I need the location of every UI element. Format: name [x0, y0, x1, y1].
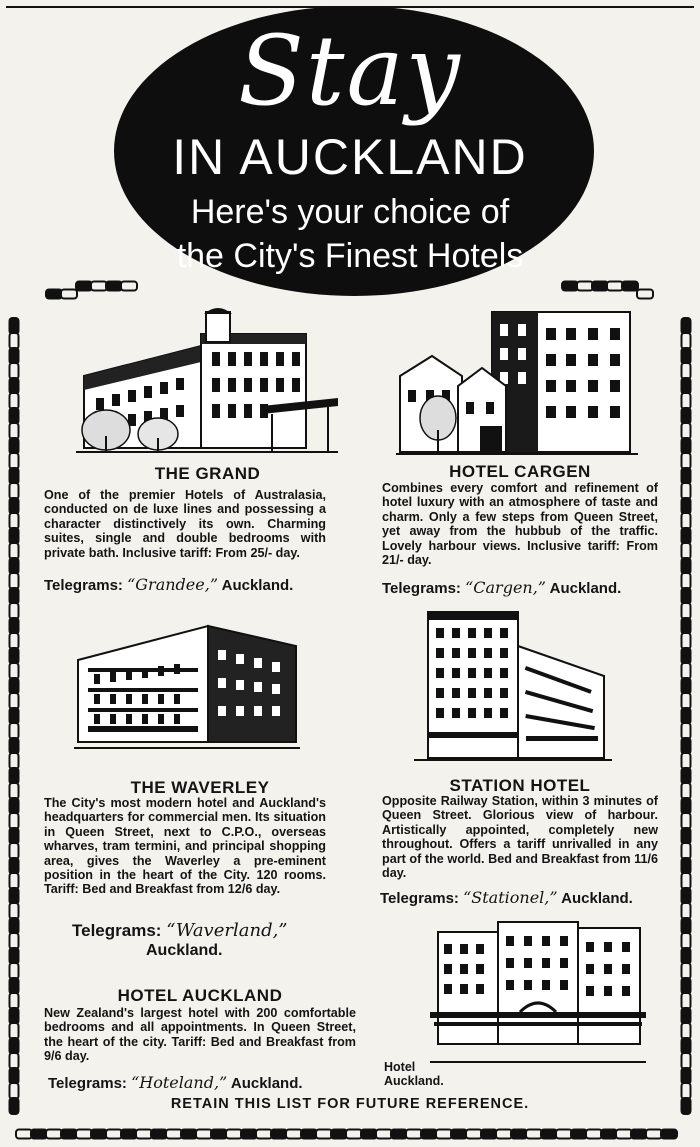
chain-link: [10, 618, 19, 634]
chain-link: [376, 1130, 392, 1139]
chain-link: [10, 888, 19, 904]
waverley-telegram-prefix: Telegrams:: [72, 921, 162, 940]
chain-link: [526, 1130, 542, 1139]
hotel-auckland-illustration: [430, 916, 646, 1068]
chain-link: [622, 282, 638, 291]
station-hotel-illustration: [414, 606, 612, 766]
chain-link: [256, 1130, 272, 1139]
cargen-hotel-illustration: [396, 306, 638, 458]
grand-name: THE GRAND: [154, 464, 261, 483]
auckland-telegram-prefix: Telegrams:: [48, 1075, 127, 1092]
chain-link: [10, 408, 19, 424]
chain-link: [682, 333, 691, 349]
chain-link: [46, 290, 62, 299]
chain-link: [10, 378, 19, 394]
chain-link: [682, 663, 691, 679]
cargen-telegrams: [382, 579, 621, 598]
grand-telegrams: [44, 576, 293, 595]
chain-link: [346, 1130, 362, 1139]
chain-link: [682, 633, 691, 649]
chain-link: [61, 1130, 77, 1139]
stay-heading: Stay: [238, 15, 462, 127]
chain-link: [10, 708, 19, 724]
chain-link: [646, 1130, 662, 1139]
chain-link: [10, 933, 19, 949]
chain-link: [577, 282, 593, 291]
chain-link: [682, 843, 691, 859]
chain-link: [682, 483, 691, 499]
chain-link: [10, 438, 19, 454]
chain-link: [271, 1130, 287, 1139]
chain-link: [616, 1130, 632, 1139]
chain-link: [682, 393, 691, 409]
chain-link: [10, 738, 19, 754]
chain-link: [682, 423, 691, 439]
chain-link: [91, 282, 107, 291]
grand-hotel-illustration: [76, 306, 338, 458]
chain-link: [682, 438, 691, 454]
chain-link: [682, 1038, 691, 1054]
chain-link: [682, 378, 691, 394]
auckland-name: HOTEL AUCKLAND: [117, 986, 283, 1005]
grand-telegram-name: “Grandee,”: [127, 575, 218, 594]
chain-link: [496, 1130, 512, 1139]
chain-link: [10, 558, 19, 574]
chain-link: [682, 453, 691, 469]
grand-telegram-prefix: Telegrams:: [44, 577, 123, 594]
chain-link: [682, 723, 691, 739]
station-telegrams: [380, 889, 633, 908]
chain-link: [10, 978, 19, 994]
chain-link: [562, 282, 578, 291]
chain-link: [10, 753, 19, 769]
chain-link: [10, 603, 19, 619]
retain-notice: RETAIN THIS LIST FOR FUTURE REFERENCE.: [170, 1096, 530, 1112]
chain-link: [76, 282, 92, 291]
chain-link: [121, 282, 137, 291]
subtitle-line-1: Here's your choice of: [190, 193, 510, 231]
chain-link: [106, 1130, 122, 1139]
chain-link: [301, 1130, 317, 1139]
chain-link: [31, 1130, 47, 1139]
chain-link: [541, 1130, 557, 1139]
chain-link: [682, 573, 691, 589]
auckland-telegrams: [48, 1074, 303, 1093]
chain-link: [682, 318, 691, 334]
chain-link: [682, 1068, 691, 1084]
station-telegram-name: “Stationel,”: [463, 888, 558, 907]
hotel-auckland-caption: [384, 1060, 444, 1088]
chain-link: [331, 1130, 347, 1139]
chain-link: [166, 1130, 182, 1139]
grand-telegram-city: Auckland.: [221, 577, 294, 594]
chain-link: [682, 963, 691, 979]
waverley-telegrams: [72, 922, 288, 940]
chain-link: [286, 1130, 302, 1139]
chain-link: [10, 798, 19, 814]
chain-link: [10, 318, 19, 334]
chain-link: [10, 963, 19, 979]
chain-link: [10, 363, 19, 379]
chain-link: [661, 1130, 677, 1139]
chain-link: [10, 468, 19, 484]
chain-link: [421, 1130, 437, 1139]
chain-link: [586, 1130, 602, 1139]
chain-link: [10, 1068, 19, 1084]
chain-link: [226, 1130, 242, 1139]
chain-link: [10, 483, 19, 499]
chain-link: [10, 1023, 19, 1039]
auckland-description: New Zealand's largest hotel with 200 comfortable bedrooms and all appointments. In Queen Street, the heart of the city. Tariff: Bed and Breakfast from 9/6 day.: [44, 1006, 356, 1064]
chain-link: [10, 633, 19, 649]
waverley-hotel-illustration: [74, 620, 300, 754]
chain-link: [682, 873, 691, 889]
chain-link: [10, 873, 19, 889]
chain-link: [10, 543, 19, 559]
chain-link: [10, 348, 19, 364]
auckland-telegram-city: Auckland.: [230, 1075, 303, 1092]
chain-link: [10, 528, 19, 544]
cargen-name: HOTEL CARGEN: [449, 462, 591, 481]
chain-link: [10, 723, 19, 739]
caption-line-1: Hotel: [384, 1060, 416, 1074]
chain-link: [682, 348, 691, 364]
subtitle-line-2: the City's Finest Hotels: [176, 237, 524, 275]
chain-link: [682, 363, 691, 379]
chain-link: [10, 498, 19, 514]
chain-link: [682, 603, 691, 619]
chain-link: [682, 1023, 691, 1039]
chain-link: [511, 1130, 527, 1139]
chain-link: [682, 588, 691, 604]
chain-link: [10, 768, 19, 784]
chain-link: [10, 813, 19, 829]
station-description: Opposite Railway Station, within 3 minutes of Queen Street. Glorious view of harbour. Artistically appointed, completely new throughout. Offers a tariff unrivalled in any part of the world. Bed and Breakfast from 11/6 day.: [382, 794, 658, 881]
chain-link: [682, 978, 691, 994]
chain-link: [466, 1130, 482, 1139]
chain-link: [682, 708, 691, 724]
chain-link: [10, 1008, 19, 1024]
chain-link: [361, 1130, 377, 1139]
chain-link: [241, 1130, 257, 1139]
chain-link: [10, 513, 19, 529]
chain-link: [10, 1053, 19, 1069]
chain-link: [10, 843, 19, 859]
cargen-description: Combines every comfort and refinement of hotel luxury with an atmosphere of taste and charm. Only a few steps from Queen Street, yet away from the hubbub of the traffic. Lovely harbour views. Inclusive tariff: From 21/- day.: [382, 481, 658, 568]
city-heading: IN AUCKLAND: [172, 129, 528, 185]
cargen-telegram-name: “Cargen,”: [465, 578, 546, 597]
chain-link: [10, 693, 19, 709]
chain-link: [10, 648, 19, 664]
chain-link: [436, 1130, 452, 1139]
chain-link: [682, 813, 691, 829]
waverley-description: The City's most modern hotel and Auckland's headquarters for commercial men. Its situation in Queen Street, next to C.P.O., overseas wharves, tram termini, and principal shopping area, gives the Waverley a pre-eminent position in the heart of the City. 120 rooms. Tariff: Bed and Breakfast from 12/6 day.: [44, 796, 326, 897]
chain-link: [682, 783, 691, 799]
cargen-telegram-city: Auckland.: [549, 580, 622, 597]
chain-link: [16, 1130, 32, 1139]
chain-link: [481, 1130, 497, 1139]
chain-link: [10, 918, 19, 934]
waverley-telegram-name: “Waverland,”: [166, 920, 288, 941]
chain-link: [682, 513, 691, 529]
station-telegram-city: Auckland.: [561, 890, 633, 907]
chain-link: [10, 678, 19, 694]
chain-link: [607, 282, 623, 291]
chain-link: [211, 1130, 227, 1139]
chain-link: [10, 948, 19, 964]
chain-link: [682, 408, 691, 424]
chain-link: [682, 738, 691, 754]
chain-link: [451, 1130, 467, 1139]
chain-link: [682, 888, 691, 904]
chain-link: [682, 798, 691, 814]
chain-link: [682, 1053, 691, 1069]
chain-link: [682, 858, 691, 874]
chain-link: [10, 663, 19, 679]
chain-link: [682, 933, 691, 949]
chain-link: [682, 618, 691, 634]
grand-description: One of the premier Hotels of Australasia, conducted on de luxe lines and possessing a character distinctively its own. Charming suites, single and double bedrooms with private bath. Inclusive tariff: From 25/- day.: [44, 488, 326, 560]
chain-link: [592, 282, 608, 291]
chain-link: [10, 588, 19, 604]
chain-link: [571, 1130, 587, 1139]
chain-link: [391, 1130, 407, 1139]
waverley-name: THE WAVERLEY: [130, 778, 270, 797]
chain-link: [682, 903, 691, 919]
chain-link: [106, 282, 122, 291]
chain-link: [151, 1130, 167, 1139]
chain-link: [601, 1130, 617, 1139]
chain-link: [682, 468, 691, 484]
caption-line-2: Auckland.: [384, 1074, 444, 1088]
chain-link: [682, 768, 691, 784]
chain-link: [91, 1130, 107, 1139]
chain-link: [682, 558, 691, 574]
chain-link: [10, 993, 19, 1009]
station-name: STATION HOTEL: [449, 776, 591, 795]
chain-link: [121, 1130, 137, 1139]
chain-link: [406, 1130, 422, 1139]
chain-link: [76, 1130, 92, 1139]
chain-link: [10, 423, 19, 439]
chain-link: [10, 573, 19, 589]
chain-link: [10, 903, 19, 919]
chain-link: [682, 498, 691, 514]
chain-link: [631, 1130, 647, 1139]
chain-link: [10, 858, 19, 874]
chain-link: [682, 678, 691, 694]
cargen-telegram-prefix: Telegrams:: [382, 580, 461, 597]
chain-link: [556, 1130, 572, 1139]
chain-link: [10, 783, 19, 799]
chain-link: [46, 1130, 62, 1139]
auckland-telegram-name: “Hoteland,”: [131, 1073, 228, 1092]
chain-link: [10, 453, 19, 469]
waverley-telegram-city: Auckland.: [146, 942, 223, 959]
chain-link: [136, 1130, 152, 1139]
chain-link: [682, 753, 691, 769]
chain-link: [682, 993, 691, 1009]
chain-link: [682, 528, 691, 544]
chain-link: [682, 693, 691, 709]
station-telegram-prefix: Telegrams:: [380, 890, 459, 907]
chain-link: [10, 1038, 19, 1054]
chain-link: [181, 1130, 197, 1139]
chain-link: [61, 290, 77, 299]
chain-link: [10, 333, 19, 349]
chain-link: [10, 828, 19, 844]
chain-link: [682, 1008, 691, 1024]
chain-link: [682, 648, 691, 664]
chain-link: [316, 1130, 332, 1139]
chain-link: [196, 1130, 212, 1139]
chain-link: [682, 543, 691, 559]
chain-link: [682, 828, 691, 844]
chain-link: [637, 290, 653, 299]
chain-link: [10, 393, 19, 409]
chain-link: [682, 948, 691, 964]
chain-link: [682, 918, 691, 934]
